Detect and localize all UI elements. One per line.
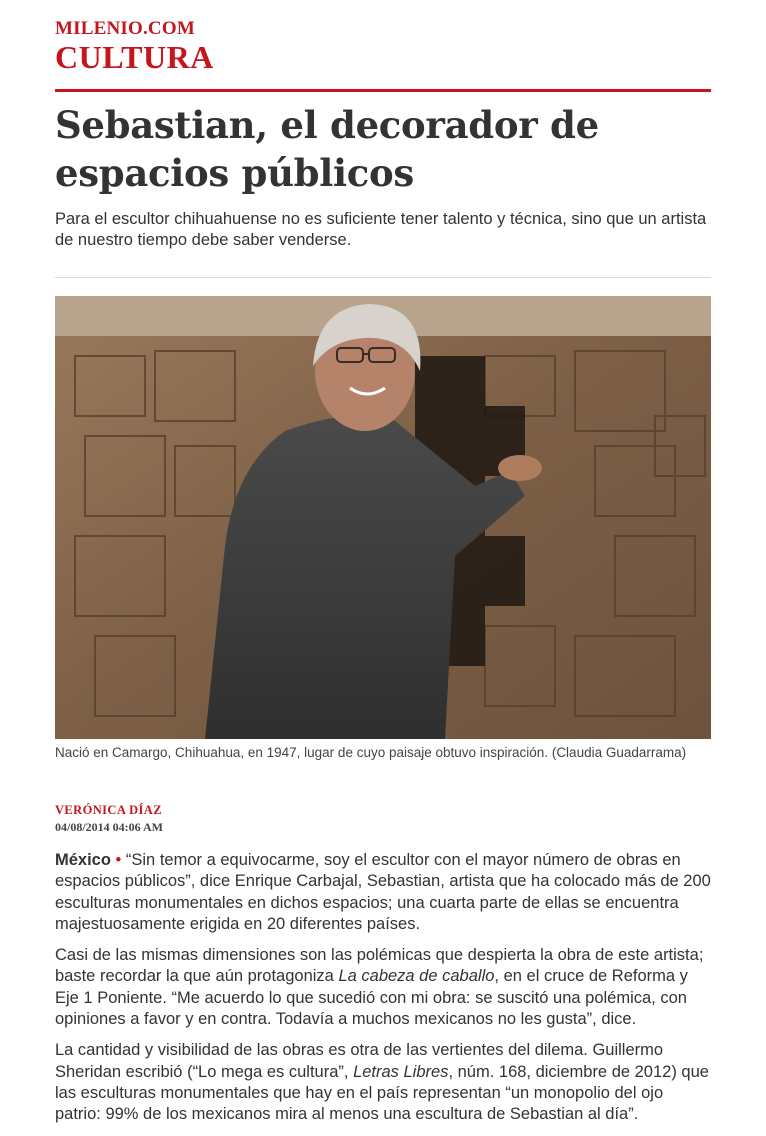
paragraph-1	[55, 850, 711, 935]
article-page	[55, 0, 711, 1124]
section-divider	[55, 89, 711, 92]
sculpture-title: La cabeza de caballo	[338, 967, 495, 986]
article-body	[55, 850, 711, 1136]
magazine-title: Letras Libres	[353, 1062, 449, 1081]
sculpture-photo-image	[55, 296, 711, 739]
photo-caption: Nació en Camargo, Chihuahua, en 1947, lugar de cuyo paisaje obtuvo inspiración. (Claudia Guadarrama)	[55, 745, 687, 760]
paragraph-3-text-a: La cantidad y visibilidad de las obras es otra de las vertientes del dilema. Guillermo Sheridan escribió (“Lo mega es cultura”,	[55, 1041, 664, 1081]
article-photo	[55, 296, 711, 739]
paragraph-2	[55, 945, 711, 1030]
publish-date: 04/08/2014 04:06 AM	[55, 820, 163, 834]
header-divider	[55, 277, 711, 278]
paragraph-2-text-b: , en el cruce de Reforma y Eje 1 Poniente. “Me acuerdo lo que sucedió con mi obra: se suscitó una polémica, con opiniones a favor y en contra. Todavía a muchos mexicanos no les gusta”, dice.	[55, 967, 688, 1029]
paragraph-2-text-a: Casi de las mismas dimensiones son las polémicas que despierta la obra de este artista; baste recordar la que aún protagoniza	[55, 946, 704, 986]
paragraph-3-text-b: , núm. 168, diciembre de 2012) que las esculturas monumentales que hay en el país representan “un monopolio del ojo patrio: 99% de los mexicanos mira al menos una escultura de Sebastian al día”.	[55, 1062, 709, 1124]
dateline: México	[55, 851, 111, 869]
dateline-bullet: •	[110, 851, 126, 869]
section-title[interactable]: CULTURA	[55, 39, 214, 75]
paragraph-3	[55, 1040, 711, 1125]
article-headline: Sebastian, el decorador de espacios públicos	[55, 103, 599, 195]
paragraph-1-text: “Sin temor a equivocarme, soy el escultor con el mayor número de obras en espacios públicos”, dice Enrique Carbajal, Sebastian, artista que ha colocado más de 200 esculturas monumentales en dichos espacios; una cuarta parte de ellas se encuentra majestuosamente erigida en 20 diferentes países.	[55, 851, 711, 933]
site-name[interactable]: MILENIO.COM	[55, 18, 195, 39]
article-dek: Para el escultor chihuahuense no es suficiente tener talento y técnica, sino que un artista de nuestro tiempo debe saber venderse.	[55, 210, 707, 249]
author-byline[interactable]: VERÓNICA DÍAZ	[55, 803, 162, 817]
